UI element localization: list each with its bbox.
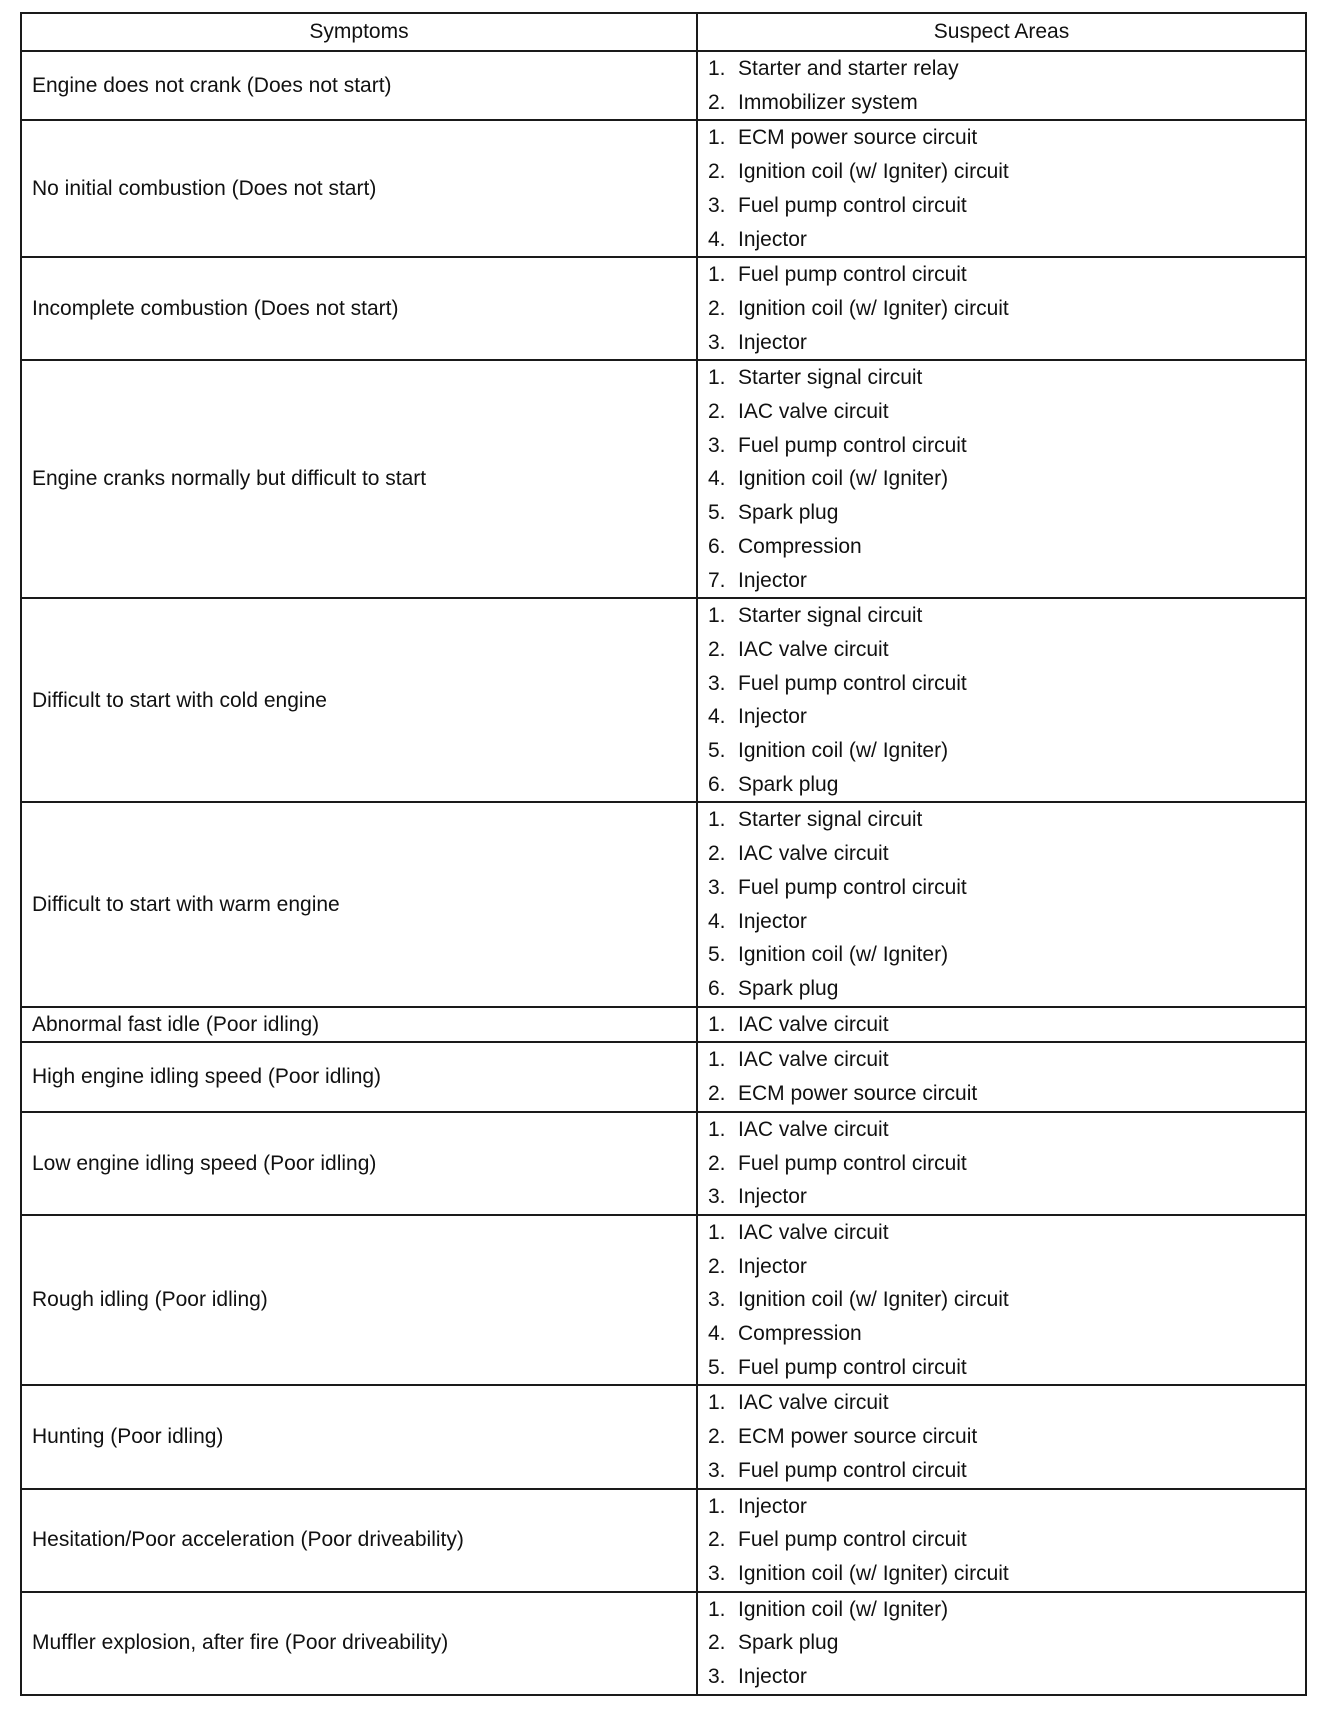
symptom-cell: Low engine idling speed (Poor idling) xyxy=(21,1112,697,1215)
header-suspect-areas: Suspect Areas xyxy=(697,13,1306,51)
suspect-area-text: Spark plug xyxy=(738,501,839,525)
suspect-area-item xyxy=(708,86,1305,120)
suspect-area-item xyxy=(708,1113,1305,1147)
suspect-area-number: 3. xyxy=(708,875,726,899)
suspect-area-item xyxy=(708,905,1305,939)
suspect-area-text: IAC valve circuit xyxy=(738,1391,889,1415)
suspect-area-list xyxy=(708,1386,1305,1487)
suspect-area-item xyxy=(708,395,1305,429)
suspect-area-text: Injector xyxy=(738,1185,807,1209)
suspect-areas-cell xyxy=(697,1385,1306,1488)
suspect-area-item xyxy=(708,1250,1305,1284)
suspect-area-list xyxy=(708,1593,1305,1694)
suspect-area-text: IAC valve circuit xyxy=(738,1048,889,1072)
suspect-area-text: Fuel pump control circuit xyxy=(738,1151,967,1175)
suspect-area-number: 2. xyxy=(708,1631,726,1655)
symptom-cell: Muffler explosion, after fire (Poor driveability) xyxy=(21,1592,697,1695)
table-row xyxy=(21,51,1306,120)
suspect-area-text: Ignition coil (w/ Igniter) circuit xyxy=(738,296,1009,320)
suspect-areas-cell xyxy=(697,802,1306,1006)
suspect-area-item xyxy=(708,1660,1305,1694)
suspect-area-number: 4. xyxy=(708,1322,726,1346)
suspect-area-text: IAC valve circuit xyxy=(738,400,889,424)
suspect-area-item xyxy=(708,972,1305,1006)
suspect-area-text: Fuel pump control circuit xyxy=(738,1528,967,1552)
suspect-area-number: 5. xyxy=(708,501,726,525)
suspect-area-text: Immobilizer system xyxy=(738,90,918,114)
suspect-area-number: 2. xyxy=(708,1151,726,1175)
suspect-area-text: IAC valve circuit xyxy=(738,637,889,661)
suspect-area-item xyxy=(708,633,1305,667)
suspect-area-text: Compression xyxy=(738,1322,862,1346)
suspect-area-item xyxy=(708,1147,1305,1181)
suspect-area-item xyxy=(708,938,1305,972)
symptom-cell: Rough idling (Poor idling) xyxy=(21,1215,697,1386)
suspect-areas-cell xyxy=(697,1007,1306,1043)
suspect-area-text: IAC valve circuit xyxy=(738,1012,889,1036)
suspect-areas-cell xyxy=(697,1592,1306,1695)
suspect-area-text: Spark plug xyxy=(738,772,839,796)
suspect-area-text: Injector xyxy=(738,1665,807,1689)
table-row xyxy=(21,1112,1306,1215)
suspect-area-item xyxy=(708,837,1305,871)
suspect-area-list xyxy=(708,803,1305,1005)
symptom-cell: No initial combustion (Does not start) xyxy=(21,120,697,257)
suspect-area-item xyxy=(708,52,1305,86)
suspect-area-number: 2. xyxy=(708,296,726,320)
suspect-area-item xyxy=(708,496,1305,530)
suspect-area-text: Ignition coil (w/ Igniter) circuit xyxy=(738,160,1009,184)
suspect-area-text: Fuel pump control circuit xyxy=(738,433,967,457)
suspect-area-text: Injector xyxy=(738,705,807,729)
suspect-area-text: Starter signal circuit xyxy=(738,808,923,832)
suspect-area-list xyxy=(708,1216,1305,1385)
suspect-area-item xyxy=(708,361,1305,395)
suspect-area-number: 6. xyxy=(708,772,726,796)
suspect-area-number: 2. xyxy=(708,637,726,661)
suspect-area-number: 4. xyxy=(708,467,726,491)
suspect-area-item xyxy=(708,667,1305,701)
suspect-area-number: 1. xyxy=(708,57,726,80)
suspect-area-item xyxy=(708,1593,1305,1627)
suspect-area-number: 3. xyxy=(708,1665,726,1689)
table-row xyxy=(21,360,1306,598)
table-header-row xyxy=(21,13,1306,51)
symptom-cell: Difficult to start with warm engine xyxy=(21,802,697,1006)
symptom-cell: Abnormal fast idle (Poor idling) xyxy=(21,1007,697,1043)
symptom-cell: Incomplete combustion (Does not start) xyxy=(21,257,697,360)
suspect-area-item xyxy=(708,871,1305,905)
suspect-area-number: 5. xyxy=(708,1355,726,1379)
suspect-area-number: 2. xyxy=(708,1254,726,1278)
suspect-area-text: IAC valve circuit xyxy=(738,1220,889,1244)
symptom-cell: High engine idling speed (Poor idling) xyxy=(21,1042,697,1111)
suspect-areas-cell xyxy=(697,1489,1306,1592)
suspect-area-list xyxy=(708,52,1305,119)
suspect-area-item xyxy=(708,1283,1305,1317)
table-row xyxy=(21,1385,1306,1488)
table-body xyxy=(21,51,1306,1695)
suspect-area-number: 1. xyxy=(708,1494,726,1518)
symptom-cell: Engine cranks normally but difficult to start xyxy=(21,360,697,598)
suspect-area-text: IAC valve circuit xyxy=(738,842,889,866)
suspect-area-text: Fuel pump control circuit xyxy=(738,1458,967,1482)
suspect-area-text: Fuel pump control circuit xyxy=(738,875,967,899)
suspect-area-number: 4. xyxy=(708,909,726,933)
symptom-cell: Difficult to start with cold engine xyxy=(21,598,697,802)
suspect-area-number: 1. xyxy=(708,1117,726,1141)
table-row xyxy=(21,1489,1306,1592)
table-row xyxy=(21,598,1306,802)
suspect-area-text: Injector xyxy=(738,227,807,251)
suspect-area-item xyxy=(708,1180,1305,1214)
suspect-areas-cell xyxy=(697,1042,1306,1111)
header-symptoms: Symptoms xyxy=(21,13,697,51)
table-row xyxy=(21,1042,1306,1111)
suspect-area-item xyxy=(708,1523,1305,1557)
suspect-area-list xyxy=(708,1008,1305,1042)
suspect-area-number: 7. xyxy=(708,568,726,592)
symptom-suspect-table xyxy=(20,12,1307,1696)
suspect-area-text: Ignition coil (w/ Igniter) xyxy=(738,1597,949,1621)
suspect-area-item xyxy=(708,1557,1305,1591)
suspect-area-text: Spark plug xyxy=(738,1631,839,1655)
suspect-area-item xyxy=(708,1454,1305,1488)
suspect-area-number: 2. xyxy=(708,1528,726,1552)
suspect-areas-cell xyxy=(697,1112,1306,1215)
suspect-area-text: Fuel pump control circuit xyxy=(738,193,967,217)
table-row xyxy=(21,802,1306,1006)
suspect-area-item xyxy=(708,599,1305,633)
suspect-area-item xyxy=(708,1043,1305,1077)
suspect-area-text: Ignition coil (w/ Igniter) circuit xyxy=(738,1561,1009,1585)
suspect-area-item xyxy=(708,1490,1305,1524)
suspect-area-number: 5. xyxy=(708,943,726,967)
symptom-cell: Engine does not crank (Does not start) xyxy=(21,51,697,120)
suspect-area-text: Starter signal circuit xyxy=(738,604,923,628)
suspect-area-number: 1. xyxy=(708,366,726,390)
suspect-area-number: 1. xyxy=(708,126,726,150)
suspect-area-item xyxy=(708,1420,1305,1454)
suspect-area-number: 1. xyxy=(708,1391,726,1415)
suspect-areas-cell xyxy=(697,51,1306,120)
suspect-area-item xyxy=(708,803,1305,837)
suspect-areas-cell xyxy=(697,1215,1306,1386)
suspect-area-item xyxy=(708,1317,1305,1351)
suspect-area-number: 3. xyxy=(708,1458,726,1482)
suspect-area-item xyxy=(708,292,1305,326)
suspect-areas-cell xyxy=(697,120,1306,257)
suspect-area-text: Injector xyxy=(738,330,807,354)
suspect-area-list xyxy=(708,599,1305,801)
suspect-area-text: Ignition coil (w/ Igniter) circuit xyxy=(738,1288,1009,1312)
suspect-area-number: 3. xyxy=(708,1561,726,1585)
suspect-area-text: ECM power source circuit xyxy=(738,1425,978,1449)
suspect-area-number: 3. xyxy=(708,671,726,695)
suspect-area-text: Ignition coil (w/ Igniter) xyxy=(738,739,949,763)
suspect-area-number: 3. xyxy=(708,433,726,457)
suspect-area-number: 2. xyxy=(708,842,726,866)
suspect-area-item xyxy=(708,462,1305,496)
suspect-areas-cell xyxy=(697,598,1306,802)
suspect-area-item xyxy=(708,1216,1305,1250)
suspect-area-number: 1. xyxy=(708,604,726,628)
suspect-area-item xyxy=(708,155,1305,189)
suspect-area-text: Injector xyxy=(738,1254,807,1278)
suspect-area-item xyxy=(708,1077,1305,1111)
suspect-area-item xyxy=(708,1386,1305,1420)
suspect-area-text: Ignition coil (w/ Igniter) xyxy=(738,943,949,967)
suspect-area-number: 1. xyxy=(708,1012,726,1036)
suspect-area-number: 4. xyxy=(708,227,726,251)
suspect-area-list xyxy=(708,1490,1305,1591)
table-row xyxy=(21,257,1306,360)
suspect-area-item xyxy=(708,1626,1305,1660)
suspect-area-number: 3. xyxy=(708,1185,726,1209)
suspect-area-text: Starter and starter relay xyxy=(738,57,959,80)
suspect-area-number: 3. xyxy=(708,193,726,217)
suspect-area-item xyxy=(708,121,1305,155)
suspect-area-item xyxy=(708,223,1305,257)
table-row xyxy=(21,1215,1306,1386)
suspect-area-item xyxy=(708,530,1305,564)
suspect-area-number: 4. xyxy=(708,705,726,729)
suspect-area-text: Fuel pump control circuit xyxy=(738,671,967,695)
table-row xyxy=(21,1592,1306,1695)
suspect-area-text: Spark plug xyxy=(738,976,839,1000)
suspect-area-number: 6. xyxy=(708,534,726,558)
suspect-area-number: 1. xyxy=(708,1220,726,1244)
suspect-area-number: 3. xyxy=(708,330,726,354)
suspect-area-number: 2. xyxy=(708,90,726,114)
suspect-area-list xyxy=(708,121,1305,256)
suspect-areas-cell xyxy=(697,257,1306,360)
suspect-area-text: Starter signal circuit xyxy=(738,366,923,390)
suspect-area-list xyxy=(708,258,1305,359)
suspect-area-text: IAC valve circuit xyxy=(738,1117,889,1141)
suspect-area-text: Injector xyxy=(738,568,807,592)
suspect-area-number: 3. xyxy=(708,1288,726,1312)
suspect-area-text: Injector xyxy=(738,909,807,933)
suspect-area-number: 2. xyxy=(708,1425,726,1449)
suspect-area-number: 1. xyxy=(708,808,726,832)
suspect-area-item xyxy=(708,700,1305,734)
suspect-area-text: ECM power source circuit xyxy=(738,1082,978,1106)
suspect-area-text: ECM power source circuit xyxy=(738,126,978,150)
suspect-area-item xyxy=(708,564,1305,598)
suspect-area-text: Fuel pump control circuit xyxy=(738,263,967,287)
suspect-area-number: 1. xyxy=(708,1048,726,1072)
suspect-area-list xyxy=(708,361,1305,597)
suspect-area-number: 2. xyxy=(708,400,726,424)
suspect-area-number: 2. xyxy=(708,160,726,184)
suspect-area-text: Compression xyxy=(738,534,862,558)
suspect-area-item xyxy=(708,1008,1305,1042)
suspect-area-number: 2. xyxy=(708,1082,726,1106)
suspect-area-list xyxy=(708,1043,1305,1110)
suspect-area-item xyxy=(708,189,1305,223)
symptom-cell: Hesitation/Poor acceleration (Poor driveability) xyxy=(21,1489,697,1592)
table-row xyxy=(21,120,1306,257)
suspect-area-number: 1. xyxy=(708,263,726,287)
suspect-area-item xyxy=(708,1351,1305,1385)
suspect-area-text: Ignition coil (w/ Igniter) xyxy=(738,467,949,491)
suspect-area-number: 1. xyxy=(708,1597,726,1621)
suspect-area-number: 5. xyxy=(708,739,726,763)
suspect-area-item xyxy=(708,429,1305,463)
suspect-area-text: Fuel pump control circuit xyxy=(738,1355,967,1379)
suspect-area-item xyxy=(708,326,1305,360)
symptom-cell: Hunting (Poor idling) xyxy=(21,1385,697,1488)
suspect-area-number: 6. xyxy=(708,976,726,1000)
suspect-area-item xyxy=(708,734,1305,768)
suspect-areas-cell xyxy=(697,360,1306,598)
suspect-area-text: Injector xyxy=(738,1494,807,1518)
suspect-area-list xyxy=(708,1113,1305,1214)
suspect-area-item xyxy=(708,768,1305,802)
table-row xyxy=(21,1007,1306,1043)
suspect-area-item xyxy=(708,258,1305,292)
